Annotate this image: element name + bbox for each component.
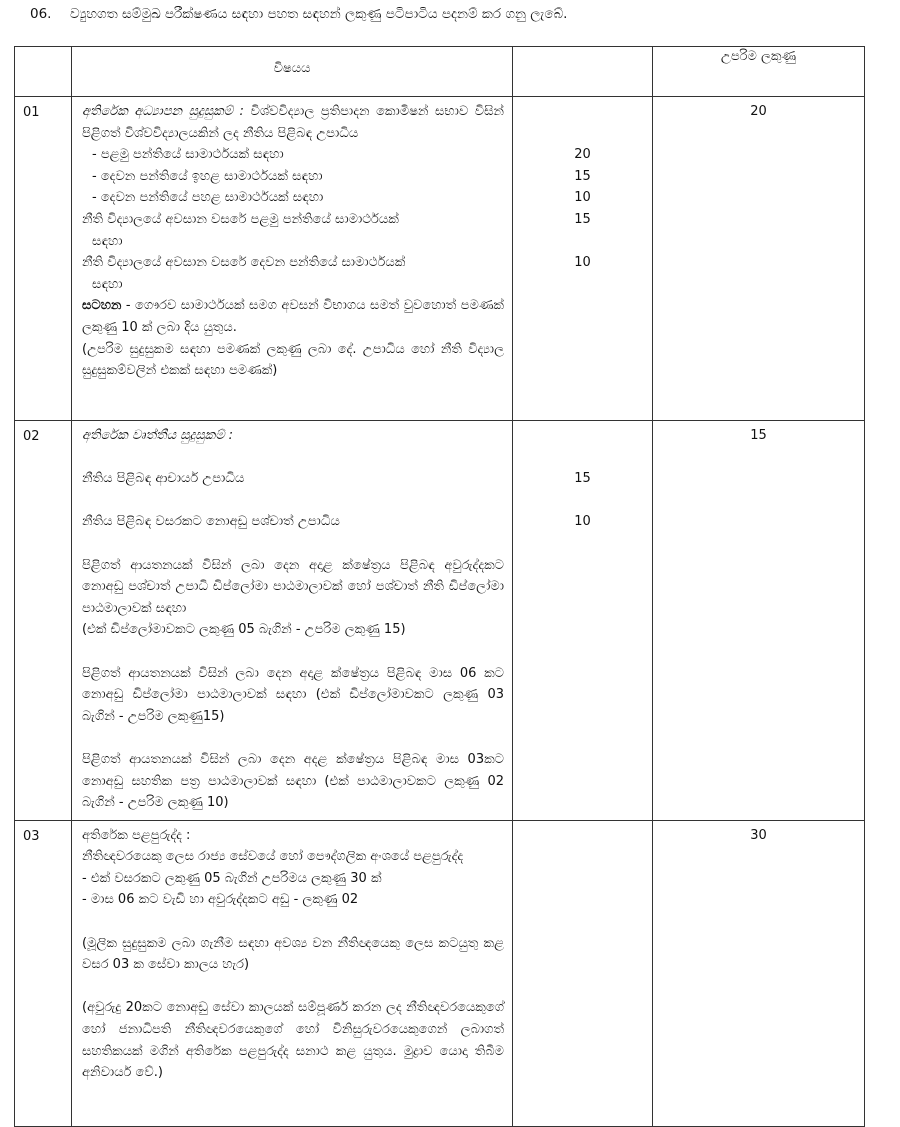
row-subject-cell — [72, 97, 513, 421]
header-points-cell — [513, 47, 653, 97]
section-heading — [30, 6, 890, 22]
row-points-cell — [513, 97, 653, 421]
row-max-marks: 30 — [653, 820, 865, 1126]
row-title: අතිරේක පළපුරුද්ද : — [82, 827, 191, 843]
row-subject-cell — [72, 820, 513, 1126]
points-value: 10 — [574, 255, 591, 271]
list-item: - දෙවන පන්තියේ පහළ සාමාර්ථයක් සඳහා — [92, 190, 324, 206]
row-points-cell — [513, 820, 653, 1126]
note-text: - ගෞරව සාමාර්ථයක් සමග අවසන් විභාගය සමත් වුවහොත් පමණක් ලකුණු 10 ක් ලබා දිය යුතුය. — [82, 298, 504, 335]
table-row — [15, 421, 865, 821]
law-college-second: නීති විද්‍යාලයේ අවසාන වසරේ දෙවන පන්තියේ සාමාර්ථයක් — [82, 255, 406, 271]
section-heading-text: ව්‍යුහගත සම්මුඛ පරීක්ෂණය සඳහා පහත සඳහන් ලකුණු පටිපාටිය පදනම් කර ගනු ලැබේ. — [70, 6, 568, 22]
note-text-2: (උපරිම සුදුසුකම සඳහා පමණක් ලකුණු ලබා දේ. උපාධිය හෝ නීති විද්‍යාල සුදුසුකම්වලින් එකක් සඳහා පමණක්) — [82, 341, 504, 379]
points-value: 15 — [574, 211, 591, 227]
note-label: සටහන — [82, 298, 122, 314]
list-item: - දෙවන පන්තියේ ඉහළ සාමාර්ථයක් සඳහා — [92, 168, 323, 184]
paragraph: (අවුරුදු 20කට නොඅඩු සේවා කාලයක් සම්පූර්ණ කරන ලද නීතිඥවරයෙකුගේ හෝ ජනාධිපති නීතිඥවරයෙකුගේ හෝ විනිසුරුවරයෙකුගෙන් ලබාගත් සහතිකයක් මගින් අතිරේක පළපුරුද්ද සනාථ කළ යුතුය. මුද්‍රාව යොදා තිබීම අනිවාර්ය වේ.) — [82, 1000, 504, 1081]
row-intro: නීතිඥවරයෙකු ලෙස රාජ්‍ය සේවයේ හෝ පෞද්ගලික අංශයේ පළපුරුද්ද — [82, 849, 464, 865]
points-value: 15 — [574, 168, 591, 184]
paragraph: පිළිගත් ආයතනයක් විසින් ලබා දෙන අදළ ක්ෂේත්‍රය පිළිබඳ මාස 03කට නොඅඩු සහතික පත්‍ර පාඨමාලාවක් සඳහා (එක් පාඨමාලාවකට ලකුණු 02 බැගින් - උපරිම ලකුණු 10) — [82, 751, 504, 811]
row-intro: විශ්වවිද්‍යාල ප්‍රතිපාදන කොමිෂන් සභාව විසින් පිළිගත් විශ්වවිද්‍යාලයකින් ලද නීතිය පිළිබඳ උපාධිය — [82, 104, 504, 141]
points-value: 15 — [574, 471, 591, 487]
row-number: 02 — [15, 421, 72, 821]
row-number: 03 — [15, 820, 72, 1126]
header-number-cell — [15, 47, 72, 97]
paragraph: (මූලික සුදුසුකම ලබා ගැනීම සඳහා අවශ්‍ය වන නීතිඥයෙකු ලෙස කටයුතු කළ වසර 03 ක සේවා කාලය හැර) — [82, 935, 504, 973]
points-value: 20 — [574, 147, 591, 163]
law-college-first: නීති විද්‍යාලයේ අවසාන වසරේ පළමු පන්තියේ සාමාර්ථයක් — [82, 211, 399, 227]
row-number: 01 — [15, 97, 72, 421]
table-row — [15, 820, 865, 1126]
header-subject: විෂයය — [72, 47, 513, 97]
points-value: 10 — [574, 190, 591, 206]
row-max-marks: 15 — [653, 421, 865, 821]
table-header-row — [15, 47, 865, 97]
law-college-first-cont: සඳහා — [92, 233, 123, 249]
row-title: අතිරේක අධ්‍යාපන සුදුසුකම් : — [82, 104, 244, 119]
header-max-marks: උපරිම ලකුණු — [653, 47, 865, 97]
row-title: අතිරේක වෘත්තීය සුදුසුකම් : — [82, 428, 234, 443]
paragraph: පිළිගත් ආයතනයක් විසින් ලබා දෙන අදාළ ක්ෂේත්‍රය පිළිබඳ මාස 06 කට නොඅඩු ඩිප්ලෝමා පාඨමාලාවක් සඳහා (එක් ඩිප්ලෝමාවකට ලකුණු 03 බැගින් - උපරිම ලකුණු15) — [82, 665, 504, 724]
row-subject-cell — [72, 421, 513, 821]
list-item: - මාස 06 කට වැඩි හා අවුරුද්දකට අඩු - ලකුණු 02 — [82, 892, 359, 908]
marking-scheme-table — [14, 46, 865, 1127]
list-item: නීතිය පිළිබඳ ආචාර්ය උපාධිය — [82, 471, 245, 487]
points-value: 10 — [574, 514, 591, 530]
list-item: නීතිය පිළිබඳ වසරකට නොඅඩු පශ්චාත් උපාධිය — [82, 514, 340, 530]
table-row — [15, 97, 865, 421]
law-college-second-cont: සඳහා — [92, 276, 123, 292]
paragraph-note: (එක් ඩිප්ලෝමාවකට ලකුණු 05 බැගින් - උපරිම ලකුණු 15) — [82, 622, 406, 638]
list-item: - එක් වසරකට ලකුණු 05 බැගින් උපරිමය ලකුණු 30 ක් — [82, 870, 382, 886]
section-number: 06. — [30, 6, 52, 22]
list-item: - පළමු පන්තියේ සාමාර්ථයක් සඳහා — [92, 147, 284, 163]
row-points-cell — [513, 421, 653, 821]
row-max-marks: 20 — [653, 97, 865, 421]
paragraph: පිළිගත් ආයතනයක් විසින් ලබා දෙන අදාළ ක්ෂේත්‍රය පිළිබඳ අවුරුද්දකට නොඅඩු පශ්චාත් උපාධි ඩිප්ලෝමා පාඨමාලාවක් හෝ පශ්චාත් නීති ඩිප්ලෝමා පාඨමාලාවක් සඳහා — [82, 557, 504, 616]
